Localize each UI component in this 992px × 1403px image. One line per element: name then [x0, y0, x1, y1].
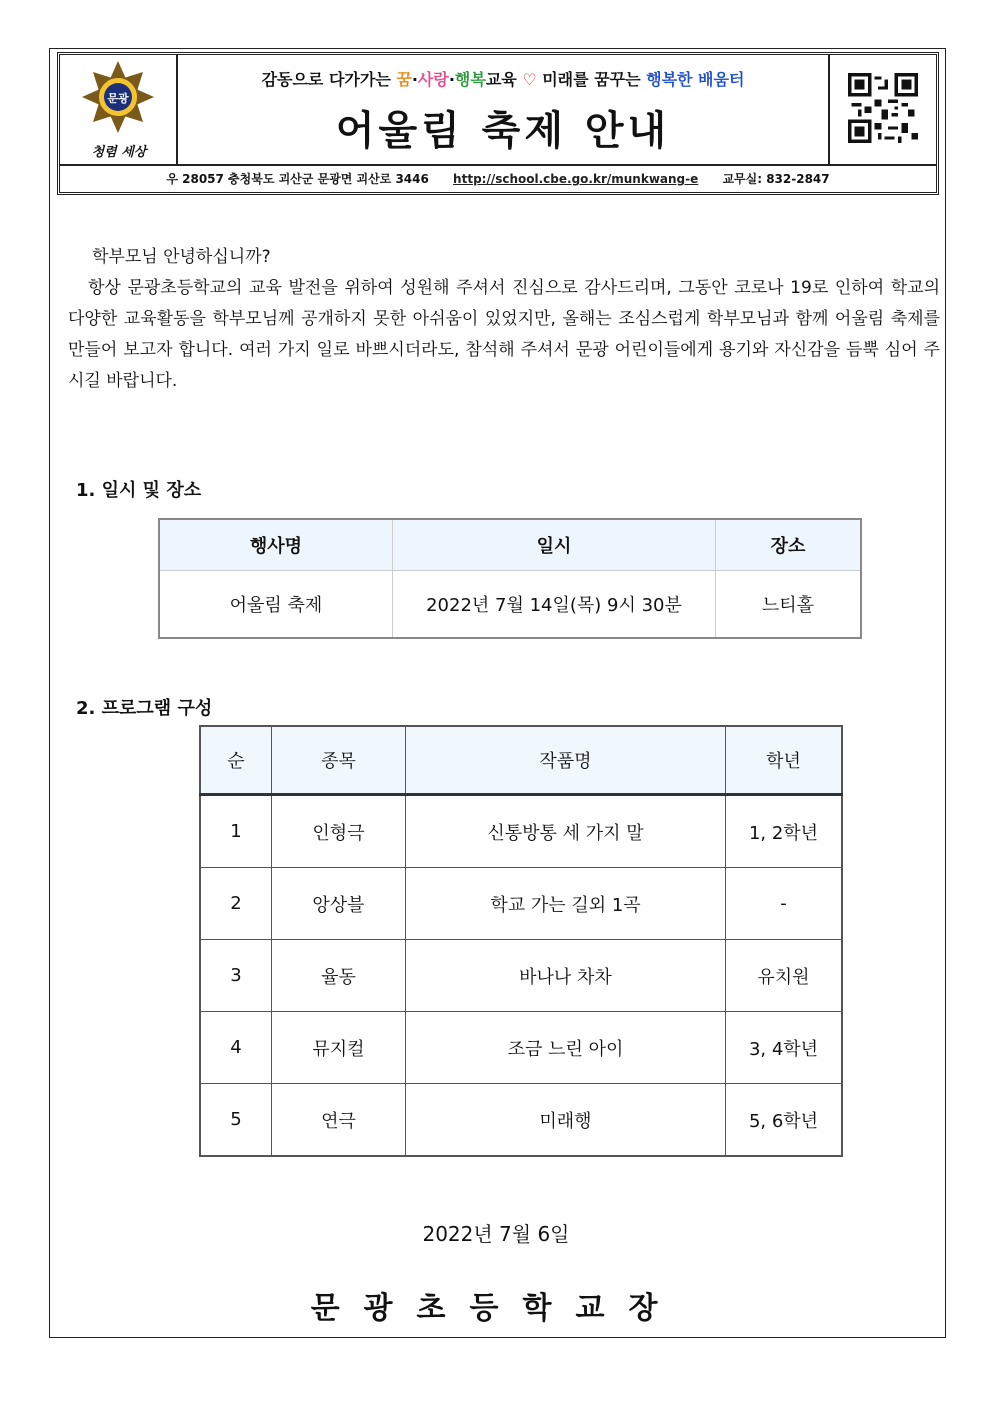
contact-row: [60, 164, 936, 192]
slogan-segment: 꿈: [396, 70, 412, 89]
greeting-salutation: 학부모님 안녕하십니까?: [92, 247, 271, 267]
table-cell: 인형극: [272, 795, 406, 868]
greeting-body: 항상 문광초등학교의 교육 발전을 위하여 성원해 주셔서 진심으로 감사드리며, 그동안 코로나 19로 인하여 학교의 다양한 교육활동을 학부모님께 공개하지 못한 아쉬움이 있었지만, 올해는 조심스럽게 학부모님과 함께 어울림 축제를 만들어 보고자 합니다. 여러 가지 일로 바쁘시더라도, 참석해 주셔서 문광 어린이들에게 용기와 자신감을 듬뿍 심어 주시길 바랍니다.: [68, 278, 940, 391]
slogan-segment: 교육: [485, 70, 523, 89]
qr-code-cell: [828, 55, 936, 164]
schedule-table: [158, 518, 862, 639]
table-cell: 연극: [272, 1084, 406, 1157]
slogan-segment: ♡: [522, 70, 537, 89]
table-row: [200, 795, 842, 868]
school-url-link[interactable]: http://school.cbe.go.kr/munkwang-e: [453, 172, 699, 186]
table-header: 학년: [726, 726, 843, 795]
issue-date: 2022년 7월 6일: [422, 1222, 570, 1246]
table-cell: 5: [200, 1084, 272, 1157]
table-header: 장소: [716, 519, 862, 571]
slogan-segment: ·: [448, 70, 455, 89]
table-cell: 느티홀: [716, 571, 862, 639]
school-emblem-icon: [82, 61, 154, 133]
logo-text: 문광: [107, 92, 129, 105]
table-cell: 앙상블: [272, 868, 406, 940]
table-cell: 3, 4학년: [726, 1012, 843, 1084]
table-cell: 2022년 7월 14일(목) 9시 30분: [393, 571, 716, 639]
table-header: 일시: [393, 519, 716, 571]
table-cell: 1, 2학년: [726, 795, 843, 868]
table-cell: 2: [200, 868, 272, 940]
table-cell: 유치원: [726, 940, 843, 1012]
table-cell: 신통방통 세 가지 말: [406, 795, 726, 868]
table-row: [200, 1012, 842, 1084]
table-row: [200, 1084, 842, 1157]
table-cell: 5, 6학년: [726, 1084, 843, 1157]
slogan-segment: 미래를 꿈꾸는: [536, 70, 647, 89]
table-cell: 4: [200, 1012, 272, 1084]
qr-code-icon: [848, 73, 918, 143]
slogan-segment: 행복한 배움터: [646, 70, 745, 89]
table-cell: 뮤지컬: [272, 1012, 406, 1084]
section-heading-program: 2. 프로그램 구성: [76, 698, 213, 719]
table-header: 행사명: [159, 519, 393, 571]
table-header-row: [200, 726, 842, 795]
phone: 교무실: 832-2847: [722, 172, 830, 186]
table-cell: 3: [200, 940, 272, 1012]
table-row: [200, 940, 842, 1012]
table-row: [159, 571, 861, 639]
logo-motto: 청렴 세상: [91, 145, 147, 160]
table-header: 종목: [272, 726, 406, 795]
table-cell: 학교 가는 길외 1곡: [406, 868, 726, 940]
section-heading-schedule: 1. 일시 및 장소: [76, 480, 202, 501]
table-cell: -: [726, 868, 843, 940]
slogan-segment: 감동으로 다가가는: [261, 70, 397, 89]
school-slogan: [178, 67, 828, 90]
table-cell: 바나나 차차: [406, 940, 726, 1012]
slogan-segment: 사랑: [417, 70, 449, 89]
greeting: [68, 242, 940, 397]
program-table: [199, 725, 843, 1157]
school-logo-cell: [60, 55, 178, 164]
table-row: [200, 868, 842, 940]
principal-signature: 문광초등학교장: [310, 1291, 682, 1326]
slogan-segment: ·: [411, 70, 418, 89]
table-cell: 어울림 축제: [159, 571, 393, 639]
slogan-segment: 행복: [454, 70, 486, 89]
table-cell: 조금 느린 아이: [406, 1012, 726, 1084]
table-header-row: [159, 519, 861, 571]
table-cell: 율동: [272, 940, 406, 1012]
table-cell: 1: [200, 795, 272, 868]
table-cell: 미래행: [406, 1084, 726, 1157]
letterhead: [57, 52, 939, 195]
address: 우 28057 충청북도 괴산군 문광면 괴산로 3446: [166, 172, 429, 186]
table-header: 작품명: [406, 726, 726, 795]
page-title: 어울림 축제 안내: [335, 108, 671, 154]
table-header: 순: [200, 726, 272, 795]
